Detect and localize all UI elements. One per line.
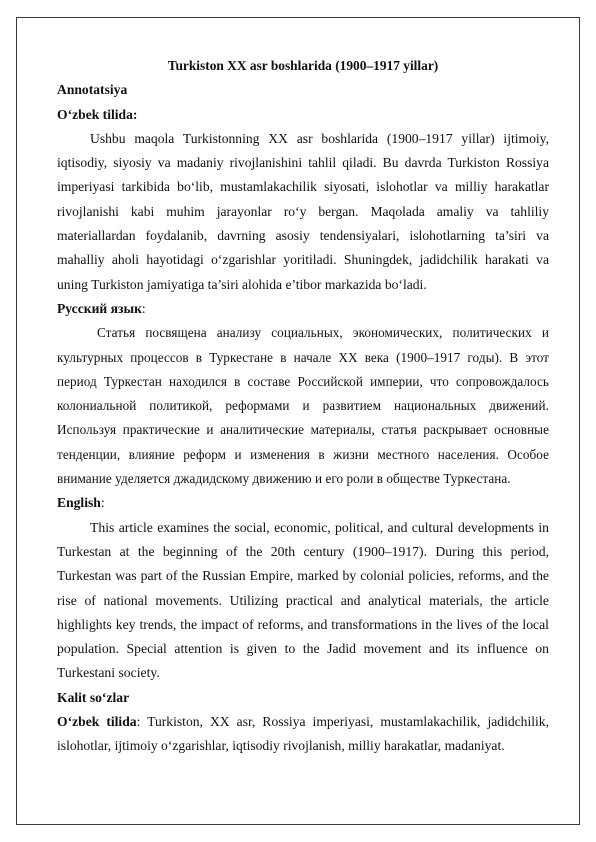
english-label-colon: : [100, 495, 105, 511]
english-label: English [57, 495, 101, 511]
annotation-heading: Annotatsiya [57, 82, 128, 98]
document-body [57, 54, 549, 759]
russian-abstract: Статья посвящена анализу социальных, экономических, политических и культурных процессов в Туркестане в начале XX века (1900–1917 годы). В этот период Туркестан находился в составе Российской империи, что сопровождалось колониальной политикой, реформами и развитием национальных движений. Используя практические и аналитические материалы, статья раскрывает основные тенденции, влияние реформ и изменения в жизни местного населения. Особое внимание уделяется джадидскому движению и его роли в обществе Туркестана. [57, 325, 549, 487]
uzbek-label: O‘zbek tilida: [57, 106, 138, 122]
uzbek-keywords-separator: : [136, 714, 148, 730]
russian-label-colon: : [141, 300, 146, 316]
uzbek-keywords-label: O‘zbek tilida [57, 714, 137, 730]
uzbek-keywords-text: Turkiston, XX asr, Rossiya imperiyasi, mustamlakachilik, jadidchilik, islohotlar, ijtimoiy o‘zgarishlar, iqtisodiy rivojlanish, milliy harakatlar, madaniyat. [57, 714, 550, 754]
keywords-heading: Kalit so‘zlar [57, 689, 130, 705]
uzbek-abstract: Ushbu maqola Turkistonning XX asr boshlarida (1900–1917 yillar) ijtimoiy, iqtisodiy, siyosiy va madaniy rivojlanishini tahlil qiladi. Bu davrda Turkiston Rossiya imperiyasi tarkibida bo‘lib, mustamlakachilik siyosati, islohotlar va milliy harakatlar rivojlanishi kabi muhim jarayonlar ro‘y bergan. Maqolada amaliy va tahliliy materiallardan foydalanib, davrning asosiy tendensiyalari, islohotlarning ta’siri va mahalliy aholi hayotidagi o‘zgarishlar yoritiladi. Shuningdek, jadidchilik harakati va uning Turkiston jamiyatiga ta’siri alohida e’tibor markazida bo‘ladi. [57, 130, 549, 292]
russian-label: Русский язык [57, 300, 142, 316]
english-abstract: This article examines the social, economic, political, and cultural developments in Turkestan at the beginning of the 20th century (1900–1917). During this period, Turkestan was part of the Russian Empire, marked by colonial policies, reforms, and the rise of national movements. Utilizing practical and analytical materials, the article highlights key trends, the impact of reforms, and transformations in the lives of the local population. Special attention is given to the Jadid movement and its influence on Turkestani society. [57, 519, 549, 681]
english-label-line [57, 491, 549, 515]
uzbek-keywords [57, 710, 549, 759]
paper-title: Turkiston XX asr boshlarida (1900–1917 yillar) [167, 58, 439, 73]
russian-label-line [57, 297, 549, 321]
